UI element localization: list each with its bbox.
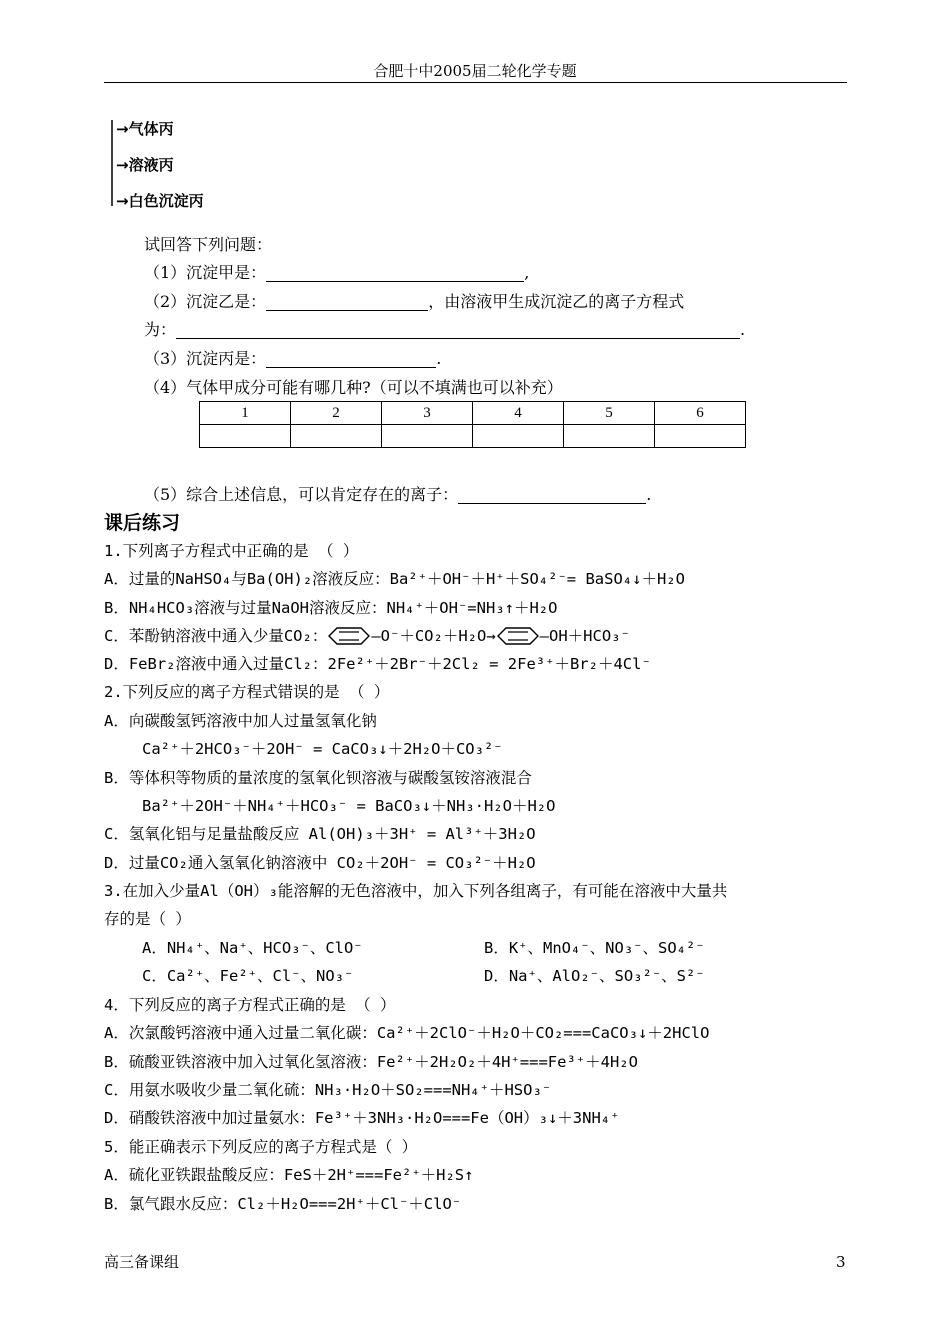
ex4-stem: 4．下列反应的离子方程式正确的是 （ ） xyxy=(104,996,396,1014)
ex1-stem: 1.下列离子方程式中正确的是 （ ） xyxy=(104,542,359,560)
ex4-option-d: D．硝酸铁溶液中加过量氨水：Fe³⁺＋3NH₃·H₂O===Fe（OH）₃↓＋3NH₄⁺ xyxy=(104,1109,620,1127)
ex2-option-b-equation: Ba²⁺＋2OH⁻＋NH₄⁺＋HCO₃⁻ = BaCO₃↓＋NH₃·H₂O＋H₂O xyxy=(142,797,556,815)
footer-left: 高三备课组 xyxy=(104,1253,180,1271)
ex4-option-b: B．硫酸亚铁溶液中加入过氧化氢溶液：Fe²⁺＋2H₂O₂＋4H⁺===Fe³⁺＋4H₂O xyxy=(104,1053,638,1071)
flow-item-gas: →气体丙 xyxy=(116,120,174,138)
table-header-cell: 3 xyxy=(382,402,473,425)
table-answer-cell[interactable] xyxy=(473,425,564,448)
question-1: （1）沉淀甲是： , xyxy=(144,263,530,282)
ex1-option-c-label: C．苯酚钠溶液中通入少量CO₂： xyxy=(104,627,328,645)
question-1-label: （1）沉淀甲是： xyxy=(144,263,267,282)
ex1-option-c-mid: —O⁻＋CO₂＋H₂O→ xyxy=(371,627,496,645)
ex3-option-d: D．Na⁺、AlO₂⁻、SO₃²⁻、S²⁻ xyxy=(484,967,705,985)
ex4-option-a: A．次氯酸钙溶液中通入过量二氧化碳：Ca²⁺＋2ClO⁻＋H₂O＋CO₂===CaCO₃↓＋2HClO xyxy=(104,1024,710,1042)
question-2 xyxy=(144,291,684,313)
ex3-stem-line1: 3.在加入少量Al（OH）₃能溶解的无色溶液中，加入下列各组离子，有可能在溶液中大量共 xyxy=(104,882,728,900)
ex3-option-c: C．Ca²⁺、Fe²⁺、Cl⁻、NO₃⁻ xyxy=(142,967,354,985)
table-answer-cell[interactable] xyxy=(200,425,291,448)
question-5: （5）综合上述信息，可以肯定存在的离子： . xyxy=(144,485,652,504)
benzene-ring-icon xyxy=(327,626,371,646)
table-answer-cell[interactable] xyxy=(655,425,746,448)
ex2-option-c: C．氢氧化铝与足量盐酸反应 Al(OH)₃＋3H⁺ = Al³⁺＋3H₂O xyxy=(104,825,536,843)
ex2-option-d: D．过量CO₂通入氢氧化钠溶液中 CO₂＋2OH⁻ = CO₃²⁻＋H₂O xyxy=(104,854,536,872)
question-2-cont: 为： . xyxy=(144,320,746,339)
question-2-cont-label: 为： xyxy=(144,320,177,339)
table-header-cell: 6 xyxy=(655,402,746,425)
question-3: （3）沉淀丙是： . xyxy=(144,349,442,368)
ex3-option-a: A．NH₄⁺、Na⁺、HCO₃⁻、ClO⁻ xyxy=(142,939,363,957)
answer-blank-5[interactable] xyxy=(458,487,646,504)
answer-blank-3[interactable] xyxy=(266,351,436,368)
question-5-label: （5）综合上述信息，可以肯定存在的离子： xyxy=(144,485,459,504)
gas-answer-table xyxy=(199,401,746,448)
table-header-cell: 2 xyxy=(291,402,382,425)
ex1-option-c-post: —OH＋HCO₃⁻ xyxy=(539,627,630,645)
table-answer-cell[interactable] xyxy=(291,425,382,448)
ex1-option-a: A．过量的NaHSO₄与Ba(OH)₂溶液反应：Ba²⁺＋OH⁻＋H⁺＋SO₄²⁻= BaSO₄↓＋H₂O xyxy=(104,570,685,588)
ex5-stem: 5．能正确表示下列反应的离子方程式是（ ） xyxy=(104,1138,418,1156)
section-title: 课后练习 xyxy=(104,512,181,534)
ex3-option-b: B．K⁺、MnO₄⁻、NO₃⁻、SO₄²⁻ xyxy=(484,939,705,957)
table-header-cell: 4 xyxy=(473,402,564,425)
ex2-option-a-equation: Ca²⁺＋2HCO₃⁻＋2OH⁻ = CaCO₃↓＋2H₂O＋CO₃²⁻ xyxy=(142,740,503,758)
answer-blank-2[interactable] xyxy=(266,294,428,311)
ex2-option-b: B．等体积等物质的量浓度的氢氧化钡溶液与碳酸氢铵溶液混合 xyxy=(104,769,532,787)
ex2-stem: 2.下列反应的离子方程式错误的是 （ ） xyxy=(104,683,390,701)
question-4: （4）气体甲成分可能有哪几种?（可以不填满也可以补充） xyxy=(144,378,563,397)
ex1-option-c xyxy=(104,625,630,647)
benzene-ring-icon xyxy=(496,626,540,646)
flow-item-precipitate: →白色沉淀丙 xyxy=(116,192,204,210)
ex1-option-d: D．FeBr₂溶液中通入过量Cl₂：2Fe²⁺＋2Br⁻＋2Cl₂ = 2Fe³⁺＋Br₂＋4Cl⁻ xyxy=(104,655,651,673)
page-number: 3 xyxy=(836,1253,846,1271)
table-header-cell: 5 xyxy=(564,402,655,425)
ex2-option-a: A．向碳酸氢钙溶液中加人过量氢氧化钠 xyxy=(104,712,377,730)
question-2-text: ，由溶液甲生成沉淀乙的离子方程式 xyxy=(428,292,685,311)
ex1-option-b: B．NH₄HCO₃溶液与过量NaOH溶液反应：NH₄⁺＋OH⁻=NH₃↑＋H₂O xyxy=(104,599,558,617)
ex4-option-c: C．用氨水吸收少量二氧化硫：NH₃·H₂O＋SO₂===NH₄⁺＋HSO₃⁻ xyxy=(104,1081,552,1099)
table-answer-cell[interactable] xyxy=(564,425,655,448)
ex5-option-b: B．氯气跟水反应：Cl₂＋H₂O===2H⁺＋Cl⁻＋ClO⁻ xyxy=(104,1195,462,1213)
answer-blank-1[interactable] xyxy=(266,265,524,282)
table-header-cell: 1 xyxy=(200,402,291,425)
flow-item-solution: →溶液丙 xyxy=(116,156,174,174)
ex5-option-a: A．硫化亚铁跟盐酸反应：FeS＋2H⁺===Fe²⁺＋H₂S↑ xyxy=(104,1166,474,1184)
page-header-title: 合肥十中2005届二轮化学专题 xyxy=(373,62,577,80)
question-2-label: （2）沉淀乙是： xyxy=(144,292,267,311)
header-rule xyxy=(104,82,847,83)
questions-intro: 试回答下列问题： xyxy=(144,235,273,254)
answer-blank-2-equation[interactable] xyxy=(176,322,740,339)
ex3-stem-line2: 存的是（ ） xyxy=(104,910,191,928)
question-3-label: （3）沉淀丙是： xyxy=(144,349,267,368)
table-answer-cell[interactable] xyxy=(382,425,473,448)
